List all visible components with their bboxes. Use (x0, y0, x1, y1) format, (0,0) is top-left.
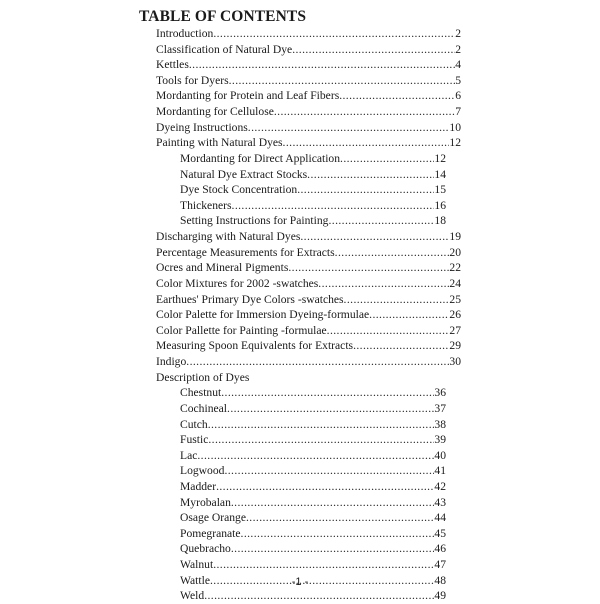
toc-entry-label: Cochineal (180, 401, 228, 415)
toc-entry-page: 27 (449, 323, 461, 337)
dot-leader (248, 120, 450, 136)
toc-entry-label: Logwood (180, 464, 225, 478)
toc-entry-page: 18 (434, 214, 446, 228)
toc-subentry (180, 401, 446, 417)
toc-entry-label: Painting with Natural Dyes (156, 136, 283, 150)
toc-entry-label: Indigo (156, 355, 187, 369)
toc-entry-page: 48 (434, 573, 446, 587)
toc-entry-label: Myrobalan (180, 495, 231, 509)
toc-subentry (180, 417, 446, 433)
toc-subentry (180, 479, 446, 495)
toc-entry-label: Fustic (180, 433, 209, 447)
dot-leader (307, 167, 434, 183)
toc-entry-page: 39 (434, 433, 446, 447)
toc-entry (156, 276, 461, 292)
toc-entry-page: 10 (449, 120, 461, 134)
dot-leader (292, 42, 455, 58)
dot-leader (213, 26, 455, 42)
toc-entry-label: Quebracho (180, 542, 231, 556)
toc-entry-page: 2 (455, 42, 461, 56)
toc-entry-page: 46 (434, 542, 446, 556)
toc-subentry (180, 198, 446, 214)
toc-entry-page: 14 (434, 167, 446, 181)
toc-entry-label: Ocres and Mineral Pigments (156, 261, 289, 275)
dot-leader (369, 307, 449, 323)
toc-entry-page: 37 (434, 401, 446, 415)
dot-leader (229, 73, 456, 89)
toc-entry (156, 88, 461, 104)
toc-entry (156, 292, 461, 308)
toc-entry-label: Pomegranate (180, 526, 241, 540)
dot-leader (274, 104, 455, 120)
toc-entry-label: Natural Dye Extract Stocks (180, 167, 308, 181)
toc-entry (156, 245, 461, 261)
dot-leader (186, 354, 449, 370)
toc-entry-label: Weld (180, 589, 205, 603)
toc-entry-page: 16 (434, 198, 446, 212)
dot-leader (231, 541, 435, 557)
toc-subentry (180, 510, 446, 526)
toc-entry (156, 42, 461, 58)
dot-leader (328, 213, 434, 229)
toc-entry-label: Discharging with Natural Dyes (156, 230, 301, 244)
dot-leader (208, 432, 434, 448)
toc-entry-page: 25 (449, 292, 461, 306)
toc-entry-page: 15 (434, 183, 446, 197)
toc-subentry (180, 557, 446, 573)
toc-entry-page: 22 (449, 261, 461, 275)
toc-entry-label: Tools for Dyers (156, 73, 229, 87)
toc-entry-page: 36 (434, 386, 446, 400)
toc-subentry (180, 495, 446, 511)
toc-subentry (180, 167, 446, 183)
dot-leader (249, 370, 461, 386)
toc-entry-label: Earthues' Primary Dye Colors -swatches (156, 292, 344, 306)
dot-leader (288, 260, 449, 276)
toc-entry-label: Color Mixtures for 2002 -swatches (156, 276, 319, 290)
toc-entry (156, 73, 461, 89)
toc-entry-label: Classification of Natural Dye (156, 42, 293, 56)
toc-entry-label: Chestnut (180, 386, 222, 400)
toc-entry-label: Osage Orange (180, 511, 246, 525)
dot-leader (300, 229, 449, 245)
toc-entry (156, 57, 461, 73)
dot-leader (246, 510, 434, 526)
toc-entry (156, 26, 461, 42)
toc-entry-label: Thickeners (180, 198, 232, 212)
dot-leader (231, 495, 435, 511)
toc-subentry (180, 448, 446, 464)
toc-entry-label: Mordanting for Protein and Leaf Fibers (156, 89, 340, 103)
toc-entry-label: Measuring Spoon Equivalents for Extracts (156, 339, 354, 353)
toc-entry-label: Cutch (180, 417, 208, 431)
dot-leader (208, 417, 435, 433)
toc-entry-page: 38 (434, 417, 446, 431)
toc-entry (156, 120, 461, 136)
toc-entry-label: Dyeing Instructions (156, 120, 248, 134)
page-number: -1 - (291, 576, 309, 588)
toc-entry-label: Madder (180, 479, 217, 493)
toc-entry-label: Setting Instructions for Painting (180, 214, 329, 228)
toc-entry (156, 260, 461, 276)
toc-subentry (180, 541, 446, 557)
toc-entry (156, 135, 461, 151)
toc-entry (156, 323, 461, 339)
dot-leader (241, 526, 435, 542)
toc-subentry (180, 463, 446, 479)
toc-entry-page: 19 (449, 230, 461, 244)
toc-entry-page: 30 (449, 355, 461, 369)
toc-entry (156, 354, 461, 370)
toc-entry (156, 307, 461, 323)
toc-entry-label: Wattle (180, 573, 210, 587)
dot-leader (224, 463, 434, 479)
dot-leader (197, 448, 434, 464)
dot-leader (297, 182, 434, 198)
toc-entry-label: Mordanting for Direct Application (180, 151, 341, 165)
toc-entry-page: 43 (434, 495, 446, 509)
toc-entry-page: 45 (434, 526, 446, 540)
toc-entry (156, 104, 461, 120)
toc-entry-page: 24 (449, 276, 461, 290)
toc-entry-page: 7 (455, 105, 461, 119)
toc-entry-page: 44 (434, 511, 446, 525)
dot-leader (283, 135, 450, 151)
toc-entry-page: 40 (434, 448, 446, 462)
toc-subentry (180, 151, 446, 167)
dot-leader (335, 245, 450, 261)
toc-entry-page: 47 (434, 558, 446, 572)
toc-entry-label: Color Pallette for Painting -formulae (156, 323, 327, 337)
dot-leader (204, 588, 434, 604)
toc-entry-page: 29 (449, 339, 461, 353)
dot-leader (318, 276, 449, 292)
toc-subentry (180, 588, 446, 604)
dot-leader (327, 323, 450, 339)
toc-entry-page: 20 (449, 245, 461, 259)
toc-entry (156, 370, 461, 386)
dot-leader (353, 338, 449, 354)
toc-entry-label: Description of Dyes (156, 370, 250, 384)
toc-entry-label: Introduction (156, 27, 214, 40)
toc-entry-page: 6 (455, 89, 461, 103)
toc-entry-label: Lac (180, 448, 198, 462)
toc-entry-label: Walnut (180, 558, 214, 572)
toc-subentry (180, 213, 446, 229)
toc-subentry (180, 182, 446, 198)
dot-leader (189, 57, 455, 73)
toc-entry-page: 41 (434, 464, 446, 478)
toc-entry-page: 26 (449, 308, 461, 322)
toc-entry-page: 5 (455, 73, 461, 87)
toc-entry-page: 12 (434, 151, 446, 165)
dot-leader (232, 198, 435, 214)
toc-entry-label: Percentage Measurements for Extracts (156, 245, 335, 259)
toc-entry-page: 4 (455, 58, 461, 72)
dot-leader (339, 88, 455, 104)
toc-entry-page: 12 (449, 136, 461, 150)
toc-subentry (180, 432, 446, 448)
dot-leader (227, 401, 434, 417)
toc-entry-label: Color Palette for Immersion Dyeing-formulae (156, 308, 370, 322)
toc-entry-page: 42 (434, 479, 446, 493)
toc-entry-page: 2 (455, 27, 461, 40)
dot-leader (344, 292, 450, 308)
dot-leader (216, 479, 434, 495)
toc-entry-label: Kettles (156, 58, 189, 72)
toc-entry-label: Dye Stock Concentration (180, 183, 298, 197)
toc-entry-page: 49 (434, 589, 446, 603)
toc-entry (156, 229, 461, 245)
toc-subentry (180, 385, 446, 401)
toc-subentry (180, 526, 446, 542)
dot-leader (340, 151, 434, 167)
toc-entry-label: Mordanting for Cellulose (156, 105, 274, 119)
dot-leader (221, 385, 434, 401)
toc-entry (156, 338, 461, 354)
page-title: TABLE OF CONTENTS (139, 8, 307, 25)
dot-leader (213, 557, 434, 573)
